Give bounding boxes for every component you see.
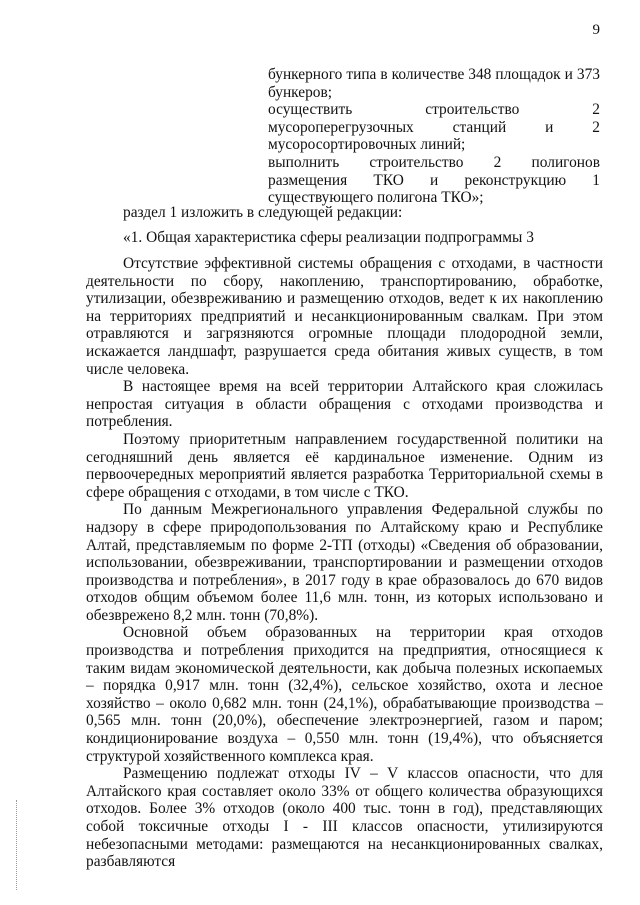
page-number: 9 [592,22,600,38]
list-item: выполнить строительство 2 полигонов размещения ТКО и реконструкцию 1 существующего полигона ТКО»; [268,153,600,207]
paragraph: Основной объем образованных на территории края отходов производства и потребления приходится на предприятия, относящиеся к таким видам экономической деятельности, как добыча полезных ископаемых – порядка 0,917 млн. тонн (32,4%), сельское хозяйство, охота и лесное хозяйство – около 0,682 млн. тонн (24,1%), обрабатывающие производства – 0,565 млн. тонн (20,0%), обеспечение электроэнергией, газом и паром; кондиционирование воздуха – 0,550 млн. тонн (19,4%), что объясняется структурой хозяйственного комплекса края. [86,624,603,765]
paragraph: В настоящее время на всей территории Алтайского края сложилась непростая ситуация в области обращения с отходами производства и потребления. [86,378,603,431]
body-text [86,255,603,871]
scan-margin-mark [16,800,18,890]
amendment-instruction: раздел 1 изложить в следующей редакции: [123,204,403,221]
paragraph: По данным Межрегионального управления Федеральной службы по надзору в сфере природопользования по Алтайскому краю и Республике Алтай, представляемым по форме 2-ТП (отходы) «Сведения об образовании, использовании, обезвреживании, транспортировании и размещении отходов производства и потребления», в 2017 году в крае образовалось до 670 видов отходов общим объемом более 11,6 млн. тонн, из которых использовано и обезврежено 8,2 млн. тонн (70,8%). [86,501,603,624]
list-item: бункерного типа в количестве 348 площадок и 373 бункеров; [268,66,600,101]
paragraph: Отсутствие эффективной системы обращения с отходами, в частности деятельности по сбору, накоплению, транспортированию, обработке, утилизации, обезвреживанию и размещению отходов, ведет к их накоплению на территориях предприятий и несанкционированным свалкам. При этом отравляются и загрязняются огромные площади плодородной земли, искажается ландшафт, разрушается среда обитания живых существ, в том числе человека. [86,255,603,378]
list-block [268,66,600,207]
list-item: осуществить строительство 2 мусороперегрузочных станций и 2 мусоросортировочных линий; [268,101,600,154]
paragraph: Размещению подлежат отходы IV – V классов опасности, что для Алтайского края составляет около 33% от общего количества образующихся отходов. Более 3% отходов (около 400 тыс. тонн в год), представляющих собой токсичные отходы I - III классов опасности, утилизируются небезопасными методами: размещаются на несанкционированных свалках, разбавляются [86,765,603,871]
section-heading: «1. Общая характеристика сферы реализации подпрограммы 3 [123,229,534,246]
paragraph: Поэтому приоритетным направлением государственной политики на сегодняшний день является её кардинальное изменение. Одним из первоочередных мероприятий является разработка Территориальной схемы в сфере обращения с отходами, в том числе с ТКО. [86,430,603,501]
